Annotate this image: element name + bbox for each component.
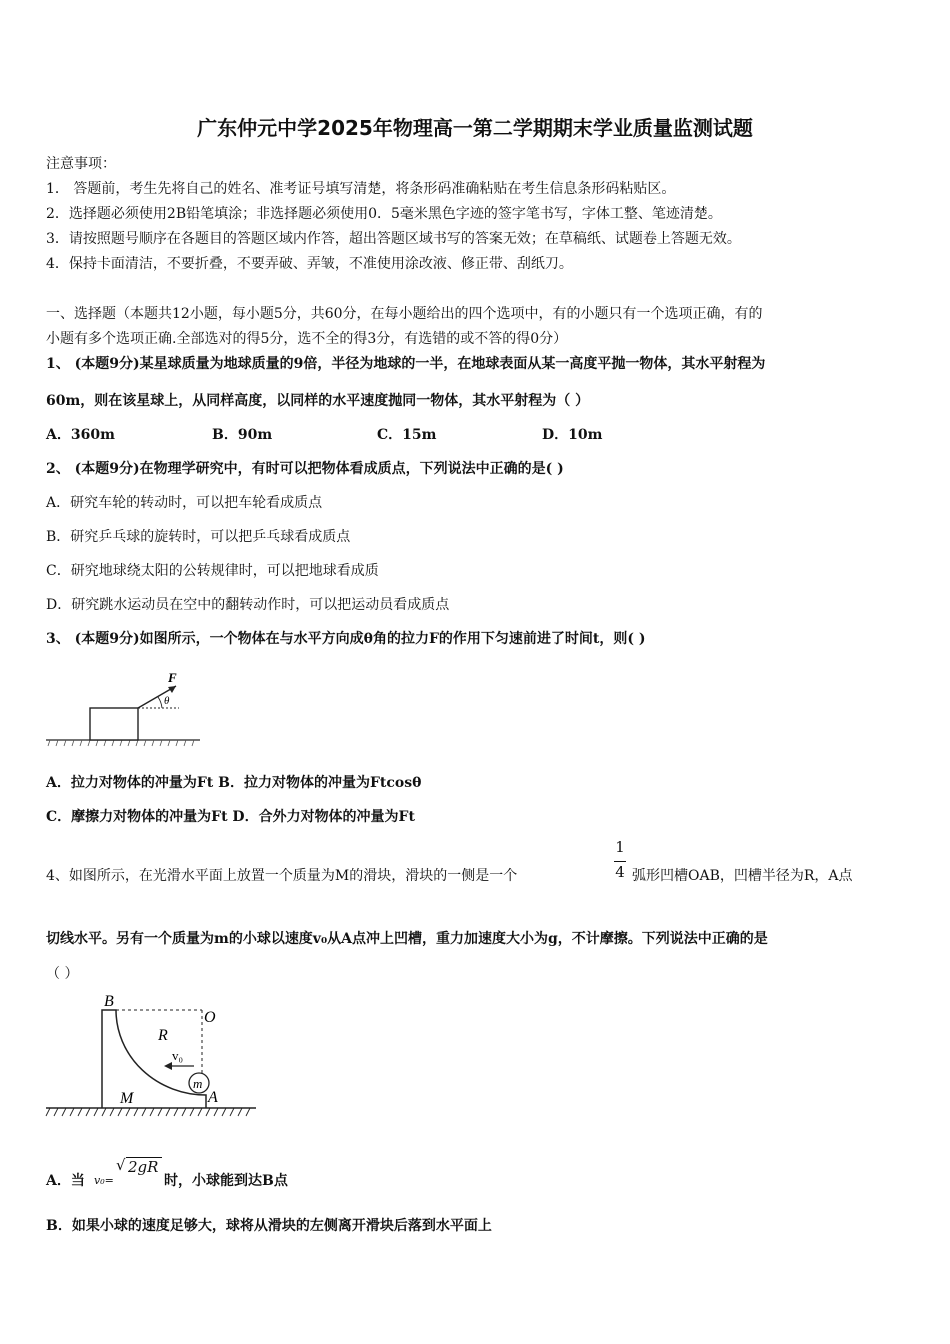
q4-option-a-velocity: v₀= bbox=[94, 1174, 114, 1187]
radius-label: R bbox=[158, 1027, 168, 1044]
force-label: F bbox=[168, 670, 177, 685]
sqrt-radicand: 2gR bbox=[128, 1158, 159, 1176]
fraction-bar bbox=[614, 861, 626, 862]
notice-item-2: 2．选择题必须使用2B铅笔填涂；非选择题必须使用0．5毫米黑色字迹的签字笔书写，字体工整、笔迹清楚。 bbox=[46, 206, 722, 222]
q4-option-a-prefix: A．当 bbox=[46, 1173, 85, 1189]
block bbox=[90, 708, 138, 740]
q3-options-ab: A．拉力对物体的冲量为Ft B．拉力对物体的冲量为Ftcosθ bbox=[46, 775, 422, 791]
fraction-denominator: 4 bbox=[615, 863, 625, 881]
page-title: 广东仲元中学2025年物理高一第二学期期末学业质量监测试题 bbox=[197, 116, 753, 140]
point-b-label: B bbox=[104, 993, 114, 1010]
q1-option-d: D．10m bbox=[542, 427, 603, 443]
q3-stem: 3、 (本题9分)如图所示，一个物体在与水平方向成θ角的拉力F的作用下匀速前进了时间t，则( ) bbox=[46, 631, 646, 647]
q1-option-c: C．15m bbox=[377, 427, 437, 443]
q1-stem-line-1: 1、 (本题9分)某星球质量为地球质量的9倍，半径为地球的一半，在地球表面从某一高度平抛一物体，其水平射程为 bbox=[46, 356, 766, 372]
slider-block bbox=[102, 1010, 206, 1108]
q2-option-d: D．研究跳水运动员在空中的翻转动作时，可以把运动员看成质点 bbox=[46, 597, 450, 613]
q4-option-b: B．如果小球的速度足够大，球将从滑块的左侧离开滑块后落到水平面上 bbox=[46, 1218, 492, 1234]
point-a-label: A bbox=[208, 1089, 218, 1106]
q1-option-b: B．90m bbox=[212, 427, 273, 443]
q2-option-a: A．研究车轮的转动时，可以把车轮看成质点 bbox=[46, 495, 323, 511]
section-heading-line-1: 一、选择题（本题共12小题，每小题5分，共60分，在每小题给出的四个选项中，有的小题只有一个选项正确，有的 bbox=[46, 306, 763, 322]
notice-item-3: 3．请按照题号顺序在各题目的答题区域内作答，超出答题区域书写的答案无效；在草稿纸、试题卷上答题无效。 bbox=[46, 231, 741, 247]
q1-stem-line-2: 60m，则在该星球上，从同样高度，以同样的水平速度抛同一物体，其水平射程为（ ） bbox=[46, 393, 590, 409]
sqrt-sign: √ bbox=[116, 1156, 126, 1174]
q2-option-b: B．研究乒乓球的旋转时，可以把乒乓球看成质点 bbox=[46, 529, 351, 545]
ball-mass-label: m bbox=[193, 1076, 203, 1091]
q2-stem: 2、 (本题9分)在物理学研究中，有时可以把物体看成质点，下列说法中正确的是( ) bbox=[46, 461, 564, 477]
notice-item-4: 4．保持卡面清洁，不要折叠，不要弄破、弄皱，不准使用涂改液、修正带、刮纸刀。 bbox=[46, 256, 573, 272]
notice-item-1: 1． 答题前，考生先将自己的姓名、准考证号填写清楚，将条形码准确粘贴在考生信息条形码粘贴区。 bbox=[46, 181, 676, 197]
q4-stem-line-3: （ ） bbox=[46, 966, 79, 982]
point-o-label: O bbox=[204, 1009, 216, 1026]
q4-option-a-suffix: 时，小球能到达B点 bbox=[164, 1173, 288, 1189]
q3-options-cd: C．摩擦力对物体的冲量为Ft D．合外力对物体的冲量为Ft bbox=[46, 809, 415, 825]
q4-stem-line-2: 切线水平。另有一个质量为m的小球以速度v₀从A点冲上凹槽，重力加速度大小为g，不计摩擦。下列说法中正确的是 bbox=[46, 931, 768, 947]
q2-option-c: C．研究地球绕太阳的公转规律时，可以把地球看成质 bbox=[46, 563, 379, 579]
q4-figure bbox=[44, 990, 260, 1122]
q4-stem-line-1a: 4、如图所示，在光滑水平面上放置一个质量为M的滑块，滑块的一侧是一个 bbox=[46, 868, 518, 884]
q4-stem-line-1b: 弧形凹槽OAB，凹槽半径为R，A点 bbox=[632, 868, 853, 884]
fraction-numerator: 1 bbox=[615, 838, 625, 856]
slider-mass-label: M bbox=[120, 1090, 134, 1107]
q1-option-a: A．360m bbox=[46, 427, 115, 443]
angle-label: θ bbox=[164, 695, 170, 707]
section-heading-line-2: 小题有多个选项正确.全部选对的得5分，选不全的得3分，有选错的或不答的得0分） bbox=[46, 331, 568, 347]
q3-figure bbox=[44, 668, 204, 752]
velocity-label: v₀ bbox=[172, 1048, 184, 1063]
notice-heading: 注意事项： bbox=[46, 156, 116, 172]
